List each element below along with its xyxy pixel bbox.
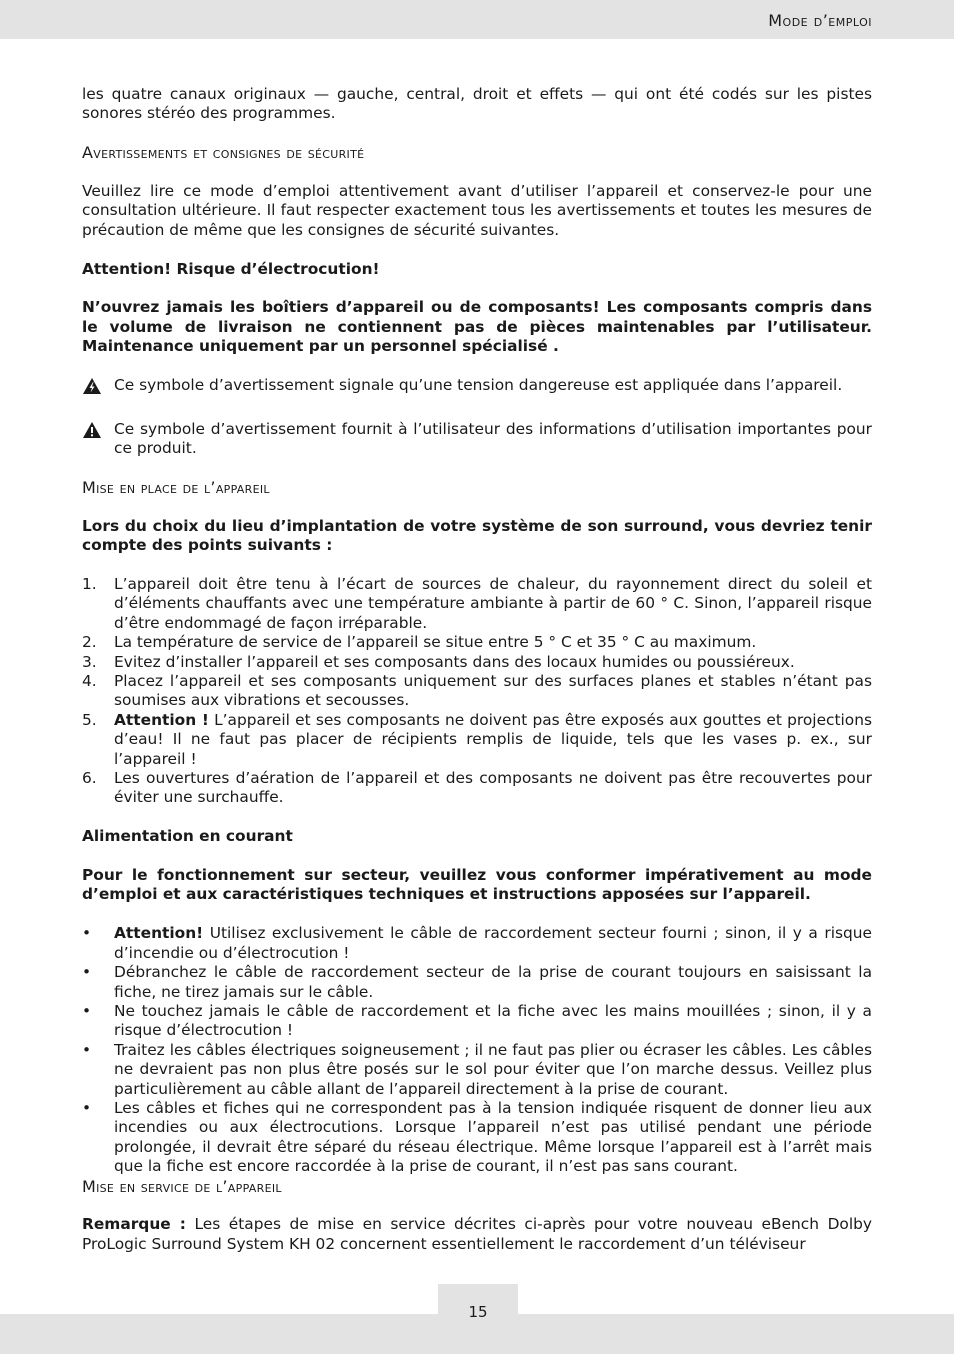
list-item-text: Ne touchez jamais le câble de raccordement et la fiche avec les mains mouillées ; sinon, il y a risque d’électrocution ! bbox=[114, 1001, 872, 1040]
list-item-text: L’appareil doit être tenu à l’écart de sources de chaleur, du rayonnement direct du soleil et d’éléments chauffants avec une température ambiante à partir de 60 ° C. Sinon, l’appareil risque d’être endommagé de façon irréparable. bbox=[114, 575, 872, 632]
safety-intro: Veuillez lire ce mode d’emploi attentivement avant d’utiliser l’appareil et conservez-le pour une consultation ultérieure. Il faut respecter exactement tous les avertissements et toutes les mesures de précaution de même que les consignes de sécurité suivantes. bbox=[82, 182, 872, 239]
list-number: 2. bbox=[82, 633, 97, 652]
list-item bbox=[82, 963, 872, 1002]
list-item bbox=[82, 575, 872, 633]
placement-list bbox=[82, 575, 872, 808]
list-number: 5. bbox=[82, 710, 97, 729]
list-number: 4. bbox=[82, 672, 97, 691]
list-item-text: Débranchez le câble de raccordement secteur de la prise de courant toujours en saisissant la fiche, ne tirez jamais sur le câble. bbox=[114, 963, 872, 1001]
service-remark bbox=[82, 1215, 872, 1254]
placement-heading: Mise en place de l’appareil bbox=[82, 478, 270, 498]
list-item bbox=[82, 633, 872, 652]
warning-text-info: Ce symbole d’avertissement fournit à l’utilisateur des informations d’utilisation importantes pour ce produit. bbox=[114, 419, 872, 458]
list-item-text: Traitez les câbles électriques soigneusement ; il ne faut pas plier ou écraser les câbles. Les câbles ne devraient pas non plus être posés sur le sol pour éviter que l’on marche dessus. Veillez plus particulièrement au câble allant de l’appareil directement à la prise de courant. bbox=[114, 1040, 872, 1098]
list-item bbox=[82, 672, 872, 711]
warning-item-info bbox=[82, 420, 872, 459]
warning-item-voltage bbox=[82, 376, 872, 400]
list-item-text: Evitez d’installer l’appareil et ses composants dans des locaux humides ou poussiéreux. bbox=[114, 652, 795, 671]
intro-paragraph: les quatre canaux originaux — gauche, central, droit et effets — qui ont été codés sur les pistes sonores stéréo des programmes. bbox=[82, 85, 872, 123]
attention-text: N’ouvrez jamais les boîtiers d’appareil ou de composants! Les composants compris dans le volume de livraison ne contiennent pas de pièces maintenables par l’utilisateur. Maintenance uniquement par un personnel spécialisé . bbox=[82, 298, 872, 356]
power-intro: Pour le fonctionnement sur secteur, veuillez vous conformer impérativement au mode d’emploi et aux caractéristiques techniques et instructions apposées sur l’appareil. bbox=[82, 866, 872, 904]
list-item bbox=[82, 1041, 872, 1099]
placement-intro: Lors du choix du lieu d’implantation de votre système de son surround, vous devriez tenir compte des points suivants : bbox=[82, 516, 872, 555]
list-number: 3. bbox=[82, 652, 97, 671]
list-item-text: Les câbles et fiches qui ne correspondent pas à la tension indiquée risquent de donner lieu aux incendies ou aux électrocutions. Lorsque l’appareil n’est pas utilisé pendant une période prolongée, il devrait être séparé du réseau électrique. Même lorsque l’appareil est à l’arrêt mais que la fiche est encore raccordée à la prise de courant, il n’est pas sans courant. bbox=[114, 1098, 872, 1176]
power-list bbox=[82, 924, 872, 1176]
list-item bbox=[82, 653, 872, 672]
bullet: • bbox=[82, 924, 92, 943]
header-band bbox=[0, 0, 954, 39]
list-item bbox=[82, 1099, 872, 1177]
list-item bbox=[82, 924, 872, 963]
bullet: • bbox=[82, 963, 92, 982]
bullet: • bbox=[82, 1001, 92, 1020]
list-item-text: Placez l’appareil et ses composants uniquement sur des surfaces planes et stables n’étant pas soumises aux vibrations et secousses. bbox=[114, 672, 872, 710]
page-content bbox=[82, 85, 872, 1254]
list-item-text: La température de service de l’appareil se situe entre 5 ° C et 35 ° C au maximum. bbox=[114, 633, 757, 652]
list-item bbox=[82, 1002, 872, 1041]
page-number: 15 bbox=[468, 1303, 488, 1321]
attention-title: Attention! Risque d’électrocution! bbox=[82, 259, 380, 278]
list-item-text: Attention ! L’appareil et ses composants ne doivent pas être exposés aux gouttes et projections d’eau! Il ne faut pas placer de récipients remplis de liquide, tels que les vases p. ex., sur l’appareil ! bbox=[114, 710, 872, 768]
lightning-warning-icon bbox=[82, 376, 114, 400]
exclamation-warning-icon bbox=[82, 420, 114, 444]
list-item bbox=[82, 769, 872, 808]
bullet: • bbox=[82, 1040, 92, 1059]
remark-label: Remarque : bbox=[82, 1215, 186, 1234]
bullet: • bbox=[82, 1098, 92, 1117]
header-title: Mode d’emploi bbox=[768, 11, 872, 30]
service-heading: Mise en service de l’appareil bbox=[82, 1176, 282, 1196]
list-number: 1. bbox=[82, 575, 97, 594]
warning-text-voltage: Ce symbole d’avertissement signale qu’une tension dangereuse est appliquée dans l’appareil. bbox=[114, 376, 843, 395]
list-item-text: Les ouvertures d’aération de l’appareil et des composants ne doivent pas être recouvertes pour éviter une surchauffe. bbox=[114, 769, 872, 807]
remark-text: Les étapes de mise en service décrites ci-après pour votre nouveau eBench Dolby ProLogic Surround System KH 02 concernent essentiellement le raccordement d’un téléviseur bbox=[82, 1215, 872, 1253]
list-item-text: Attention! Utilisez exclusivement le câble de raccordement secteur fourni ; sinon, il y a risque d’incendie ou d’électrocution ! bbox=[114, 924, 872, 962]
power-title: Alimentation en courant bbox=[82, 827, 293, 846]
list-item bbox=[82, 711, 872, 769]
list-number: 6. bbox=[82, 769, 97, 788]
safety-heading: Avertissements et consignes de sécurité bbox=[82, 143, 365, 163]
